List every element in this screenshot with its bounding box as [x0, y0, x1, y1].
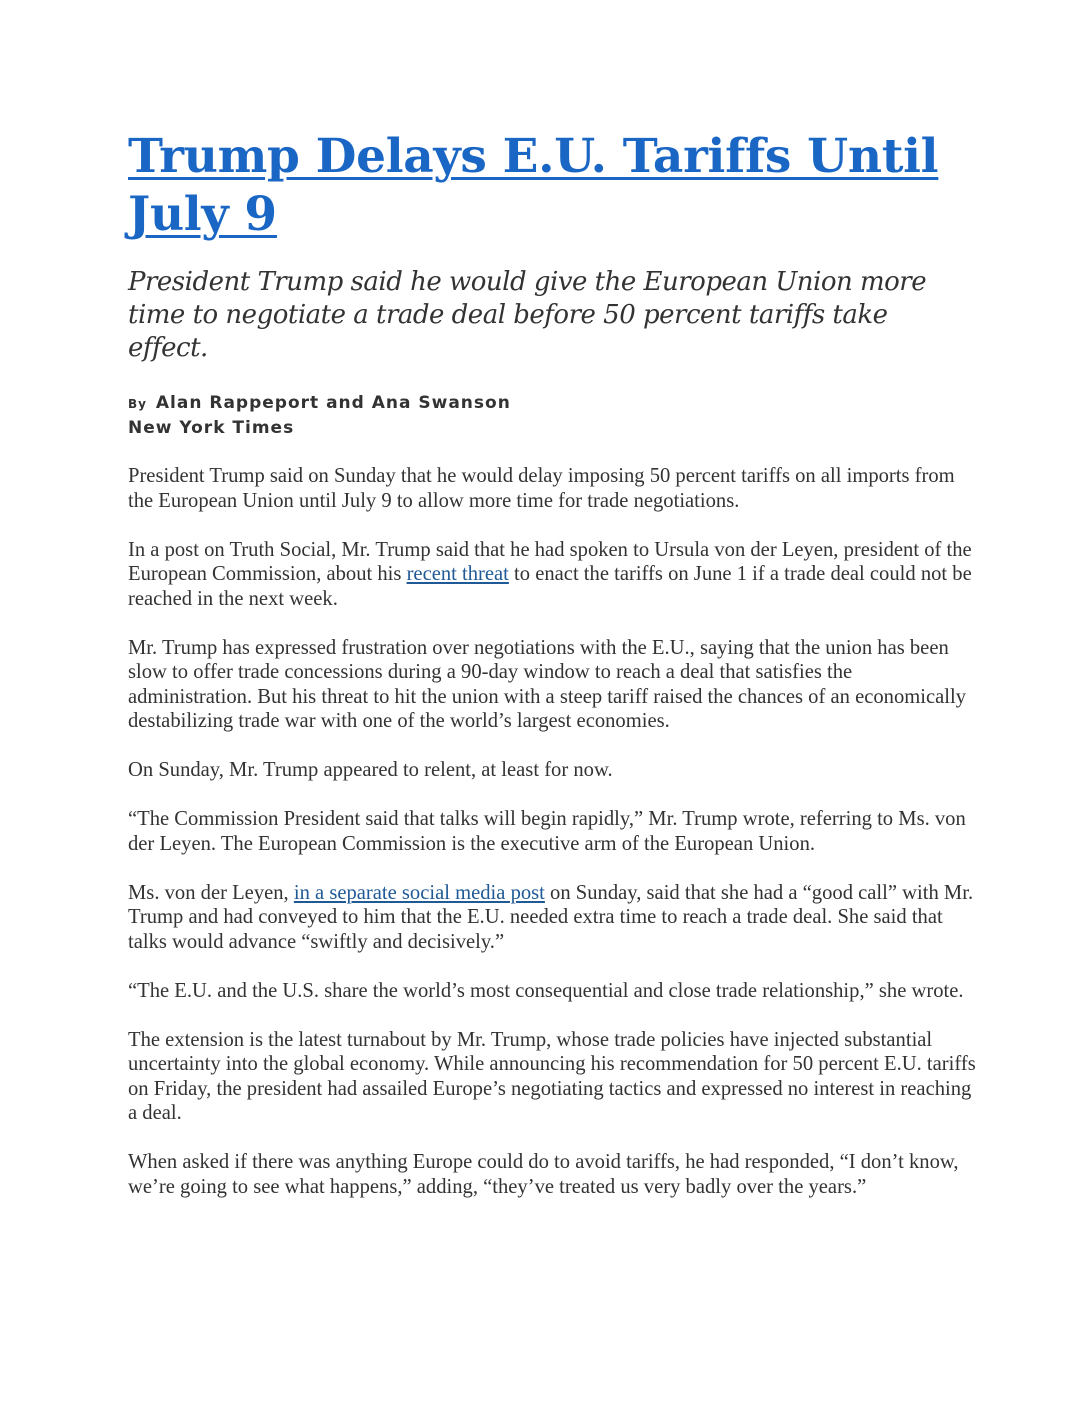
- article-body: [128, 464, 978, 1199]
- paragraph-6-text-after: on Sunday, said that she had a “good call” with Mr. Trump and had conveyed to him that the E.U. needed extra time to reach a trade deal. She said that talks would advance “swiftly and decisively.”: [128, 881, 974, 953]
- paragraph-6-text-before: Ms. von der Leyen,: [128, 881, 294, 904]
- byline-publication: New York Times: [128, 418, 295, 438]
- body-paragraph-4: On Sunday, Mr. Trump appeared to relent, at least for now.: [128, 759, 613, 781]
- social-media-post-link[interactable]: in a separate social media post: [293, 881, 545, 904]
- headline-link[interactable]: Trump Delays E.U. Tariffs Until July 9: [128, 129, 939, 242]
- paragraph-2-text-before: In a post on Truth Social, Mr. Trump said that he had spoken to Ursula von der Leyen, president of the European Commission, about his: [128, 538, 972, 585]
- body-paragraph-1: President Trump said on Sunday that he would delay imposing 50 percent tariffs on all imports from the European Union until July 9 to allow more time for trade negotiations.: [128, 465, 955, 512]
- byline-authors: Alan Rappeport and Ana Swanson: [155, 393, 511, 413]
- body-paragraph-2: [128, 538, 978, 612]
- body-paragraph-8: The extension is the latest turnabout by Mr. Trump, whose trade policies have injected substantial uncertainty into the global economy. While announcing his recommendation for 50 percent E.U. tariffs on Friday, the president had assailed Europe’s negotiating tactics and expressed no interest in reaching a deal.: [128, 1028, 976, 1124]
- article-dek: President Trump said he would give the European Union more time to negotiate a trade deal before 50 percent tariffs take effect.: [128, 267, 927, 363]
- byline-authors-line: [128, 391, 968, 416]
- byline: [128, 391, 968, 440]
- body-paragraph-3: Mr. Trump has expressed frustration over negotiations with the E.U., saying that the union has been slow to offer trade concessions during a 90-day window to reach a deal that satisfies the administration. But his threat to hit the union with a steep tariff raised the chances of an economically destabilizing trade war with one of the world’s largest economies.: [128, 636, 967, 732]
- paragraph-2-text-after: to enact the tariffs on June 1 if a trade deal could not be reached in the next week.: [128, 563, 972, 610]
- body-paragraph-7: “The E.U. and the U.S. share the world’s most consequential and close trade relationship,” she wrote.: [128, 979, 964, 1002]
- byline-by-label: By: [128, 397, 147, 411]
- body-paragraph-6: [128, 881, 978, 955]
- recent-threat-link[interactable]: recent threat: [406, 563, 509, 585]
- article: [128, 128, 976, 1224]
- headline: [128, 128, 948, 244]
- body-paragraph-9: When asked if there was anything Europe could do to avoid tariffs, he had responded, “I don’t know, we’re going to see what happens,” adding, “they’ve treated us very badly over the years.”: [128, 1151, 959, 1198]
- body-paragraph-5: “The Commission President said that talks will begin rapidly,” Mr. Trump wrote, referring to Ms. von der Leyen. The European Commission is the executive arm of the European Union.: [128, 808, 966, 855]
